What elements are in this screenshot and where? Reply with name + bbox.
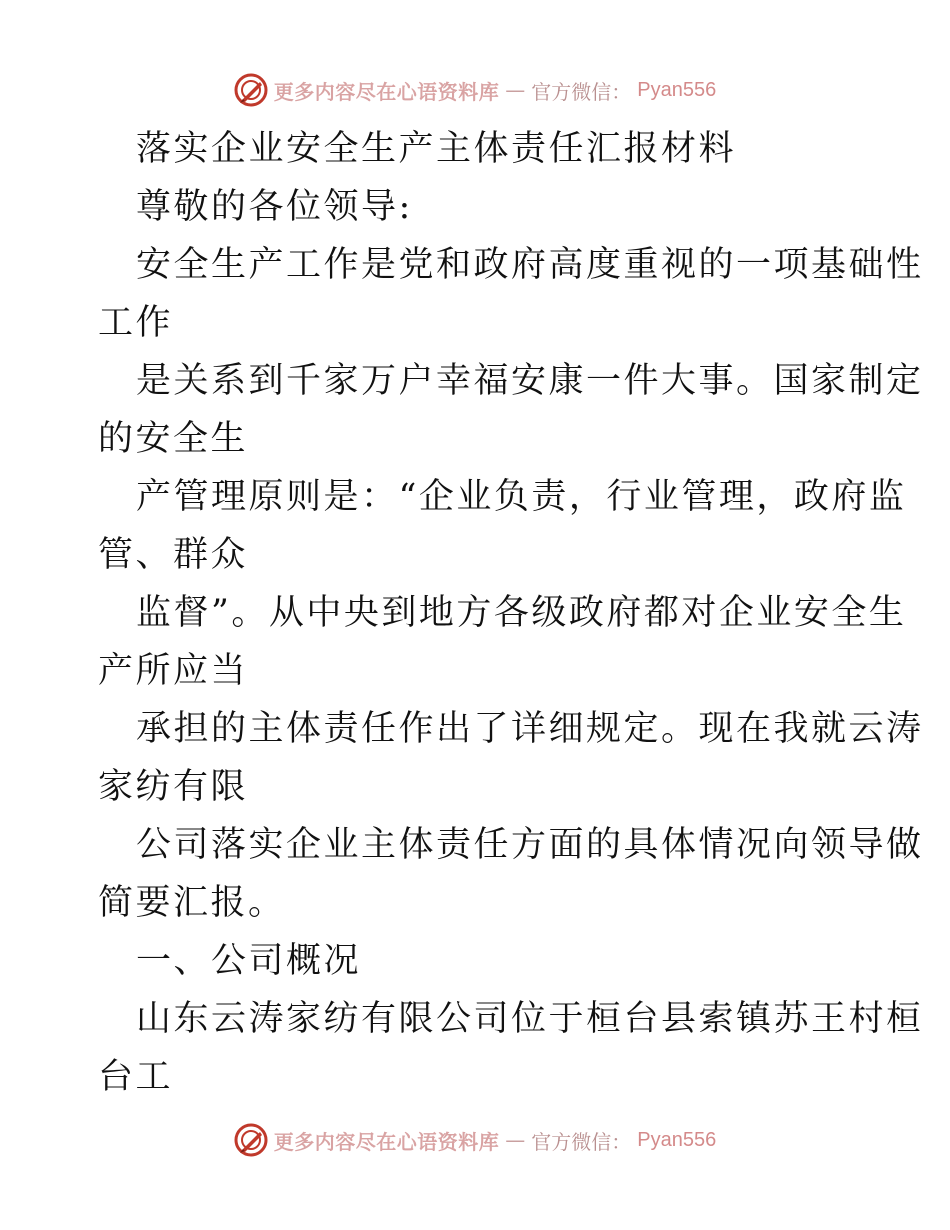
watermark-wechat-id: Pyan556: [637, 78, 717, 101]
watermark-dash: —: [505, 78, 526, 102]
paragraph-line: 台工: [98, 1057, 174, 1097]
paragraph-line: 简要汇报。: [98, 883, 286, 923]
quill-logo-icon: [234, 1123, 268, 1157]
paragraph-line: 管、群众: [98, 535, 249, 575]
footer-watermark: [0, 1118, 950, 1162]
paragraph-line: 家纺有限: [98, 767, 249, 807]
paragraph-line: 产所应当: [98, 651, 249, 691]
paragraph-line: 公司落实企业主体责任方面的具体情况向领导做: [136, 825, 924, 865]
salutation: 尊敬的各位领导:: [136, 187, 413, 227]
paragraph-line: 产管理原则是：“企业负责，行业管理，政府监: [136, 477, 907, 517]
paragraph-line: 的安全生: [98, 419, 249, 459]
document-body: [98, 120, 924, 1106]
paragraph-line: 安全生产工作是党和政府高度重视的一项基础性: [136, 245, 924, 285]
paragraph-line: 是关系到千家万户幸福安康一件大事。国家制定: [136, 361, 924, 401]
paragraph-line: 工作: [98, 303, 174, 343]
watermark-dash: —: [505, 1128, 526, 1152]
watermark-wechat-id: Pyan556: [637, 1128, 717, 1151]
watermark-text: 更多内容尽在心语资料库: [273, 79, 500, 104]
paragraph-line: 山东云涛家纺有限公司位于桓台县索镇苏王村桓: [136, 999, 924, 1039]
paragraph-line: 监督”。从中央到地方各级政府都对企业安全生: [136, 593, 907, 633]
watermark-wechat-label: 官方微信：: [531, 1129, 632, 1154]
watermark-wechat-label: 官方微信：: [531, 79, 632, 104]
quill-logo-icon: [234, 73, 268, 107]
paragraph-line: 承担的主体责任作出了详细规定。现在我就云涛: [136, 709, 924, 749]
document-title: 落实企业安全生产主体责任汇报材料: [136, 129, 737, 169]
section-heading: 一、公司概况: [136, 941, 362, 981]
watermark-text: 更多内容尽在心语资料库: [273, 1129, 500, 1154]
header-watermark: [0, 68, 950, 112]
